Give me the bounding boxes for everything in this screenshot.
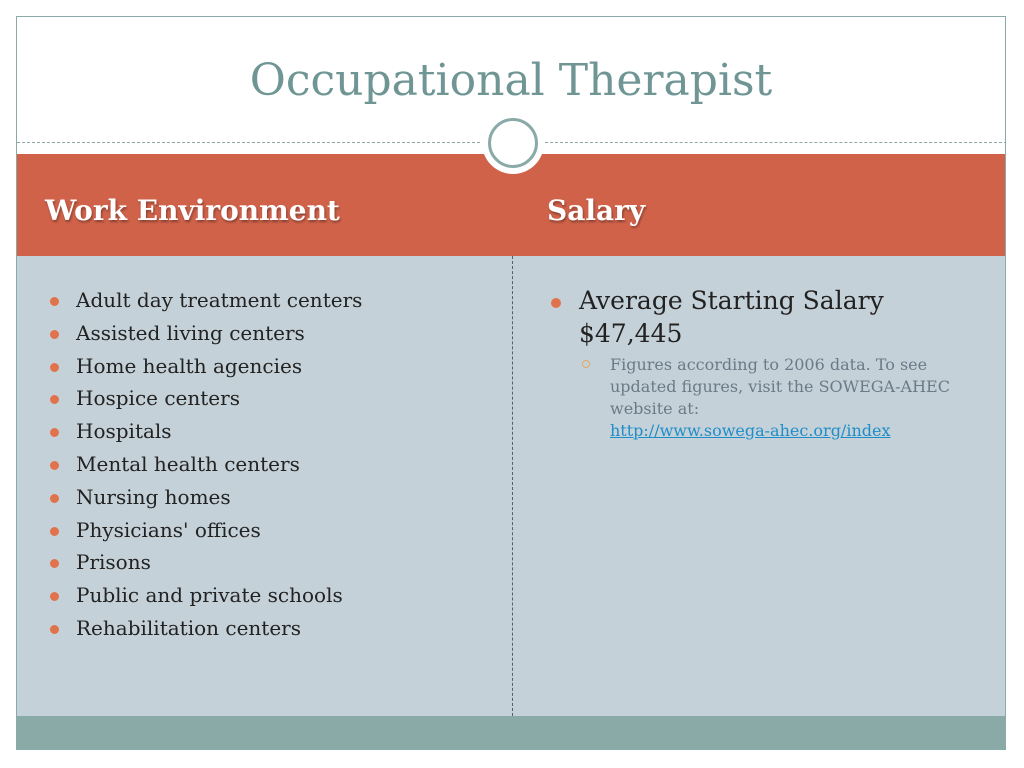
list-item: Nursing homes [47, 481, 362, 514]
list-item: Rehabilitation centers [47, 612, 362, 645]
footer-band [17, 716, 1005, 750]
list-item: Hospice centers [47, 382, 362, 415]
salary-heading: Salary [547, 194, 646, 227]
list-item: Adult day treatment centers [47, 284, 362, 317]
salary-label: Average Starting Salary [579, 286, 884, 315]
list-item: Mental health centers [47, 448, 362, 481]
column-divider [512, 256, 513, 716]
title-divider-left [17, 142, 480, 143]
list-item: Physicians' offices [47, 514, 362, 547]
salary-note-text: Figures according to 2006 data. To see updated figures, visit the SOWEGA-AHEC website at: [610, 355, 950, 418]
list-item: Hospitals [47, 415, 362, 448]
list-item: Home health agencies [47, 350, 362, 383]
work-environment-heading: Work Environment [45, 194, 340, 227]
slide [16, 16, 1006, 750]
list-item: Prisons [47, 546, 362, 579]
list-item: Public and private schools [47, 579, 362, 612]
salary-bullet [549, 284, 969, 350]
salary-note [549, 354, 969, 442]
slide-title: Occupational Therapist [249, 55, 773, 106]
salary-block [549, 284, 969, 442]
salary-amount: $47,445 [579, 319, 683, 348]
ring-inner [488, 118, 538, 168]
title-divider-right [545, 142, 1006, 143]
sowega-ahec-link[interactable]: http://www.sowega-ahec.org/index [610, 421, 891, 440]
content-area [17, 256, 1005, 716]
list-item: Assisted living centers [47, 317, 362, 350]
ring-ornament-icon [482, 112, 544, 174]
work-environment-list [47, 284, 362, 645]
